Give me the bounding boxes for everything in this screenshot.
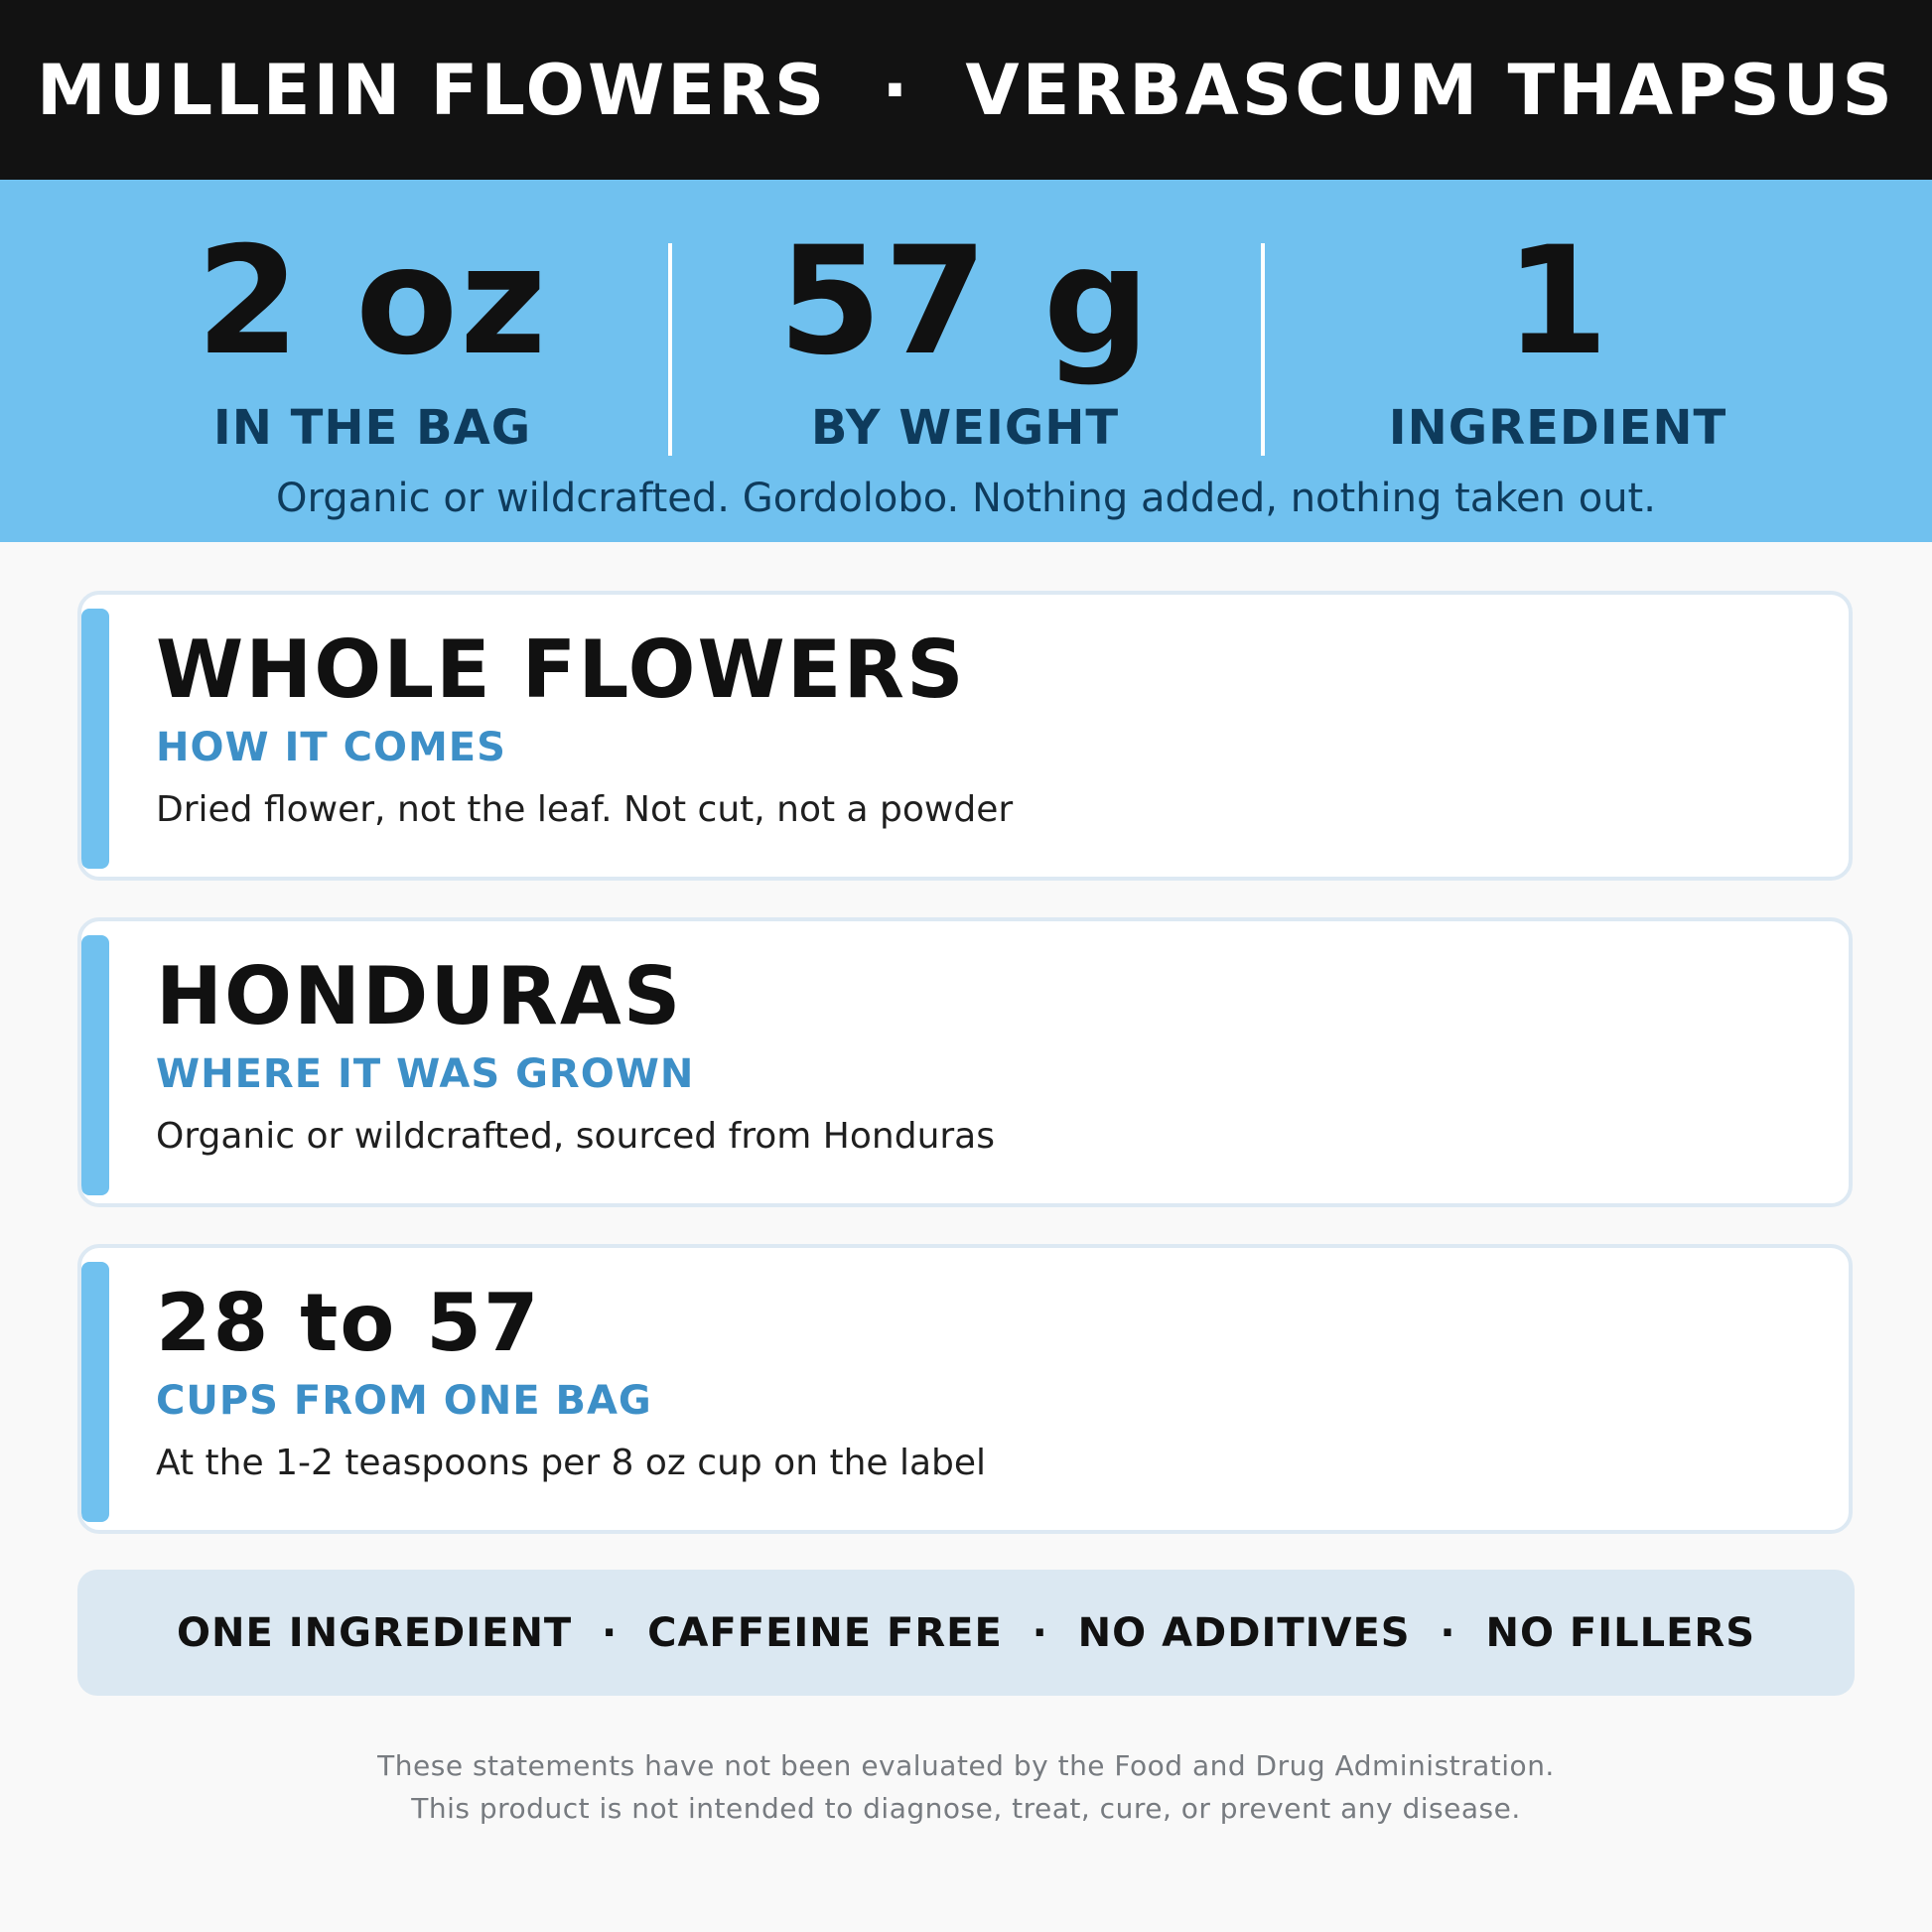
card-subtitle: HOW IT COMES — [156, 725, 506, 770]
stat-value: 2 oz — [196, 215, 549, 388]
feature-card-yield — [77, 1244, 1853, 1534]
card-title: HONDURAS — [156, 950, 683, 1042]
stat-label: INGREDIENT — [1388, 400, 1727, 456]
product-title: MULLEIN FLOWERS · VERBASCUM THAPSUS — [37, 49, 1895, 131]
badges-text: ONE INGREDIENT · CAFFEINE FREE · NO ADDITIVES · NO FILLERS — [176, 1609, 1755, 1656]
card-subtitle: CUPS FROM ONE BAG — [156, 1378, 652, 1424]
card-accent-bar — [81, 935, 109, 1195]
badges-bar — [77, 1570, 1855, 1696]
fda-disclaimer — [0, 1744, 1932, 1830]
stat-label: BY WEIGHT — [810, 400, 1120, 456]
stat-value: 57 g — [777, 215, 1153, 388]
card-description: At the 1-2 teaspoons per 8 oz cup on the label — [156, 1443, 987, 1483]
stats-note: Organic or wildcrafted. Gordolobo. Nothing added, nothing taken out. — [276, 476, 1656, 521]
card-title: WHOLE FLOWERS — [156, 623, 966, 716]
card-description: Dried flower, not the leaf. Not cut, not a powder — [156, 789, 1014, 830]
feature-card-origin — [77, 917, 1853, 1207]
stat-value: 1 — [1504, 215, 1611, 388]
disclaimer-line: This product is not intended to diagnose, treat, cure, or prevent any disease. — [411, 1792, 1521, 1825]
feature-card-form — [77, 591, 1853, 881]
card-description: Organic or wildcrafted, sourced from Honduras — [156, 1116, 995, 1157]
stat-label: IN THE BAG — [212, 400, 532, 456]
header-bar — [0, 0, 1932, 180]
stats-band — [0, 180, 1932, 542]
disclaimer-line: These statements have not been evaluated by the Food and Drug Administration. — [377, 1749, 1555, 1782]
card-accent-bar — [81, 1262, 109, 1522]
card-subtitle: WHERE IT WAS GROWN — [156, 1051, 695, 1097]
card-accent-bar — [81, 609, 109, 869]
card-title: 28 to 57 — [156, 1277, 541, 1369]
